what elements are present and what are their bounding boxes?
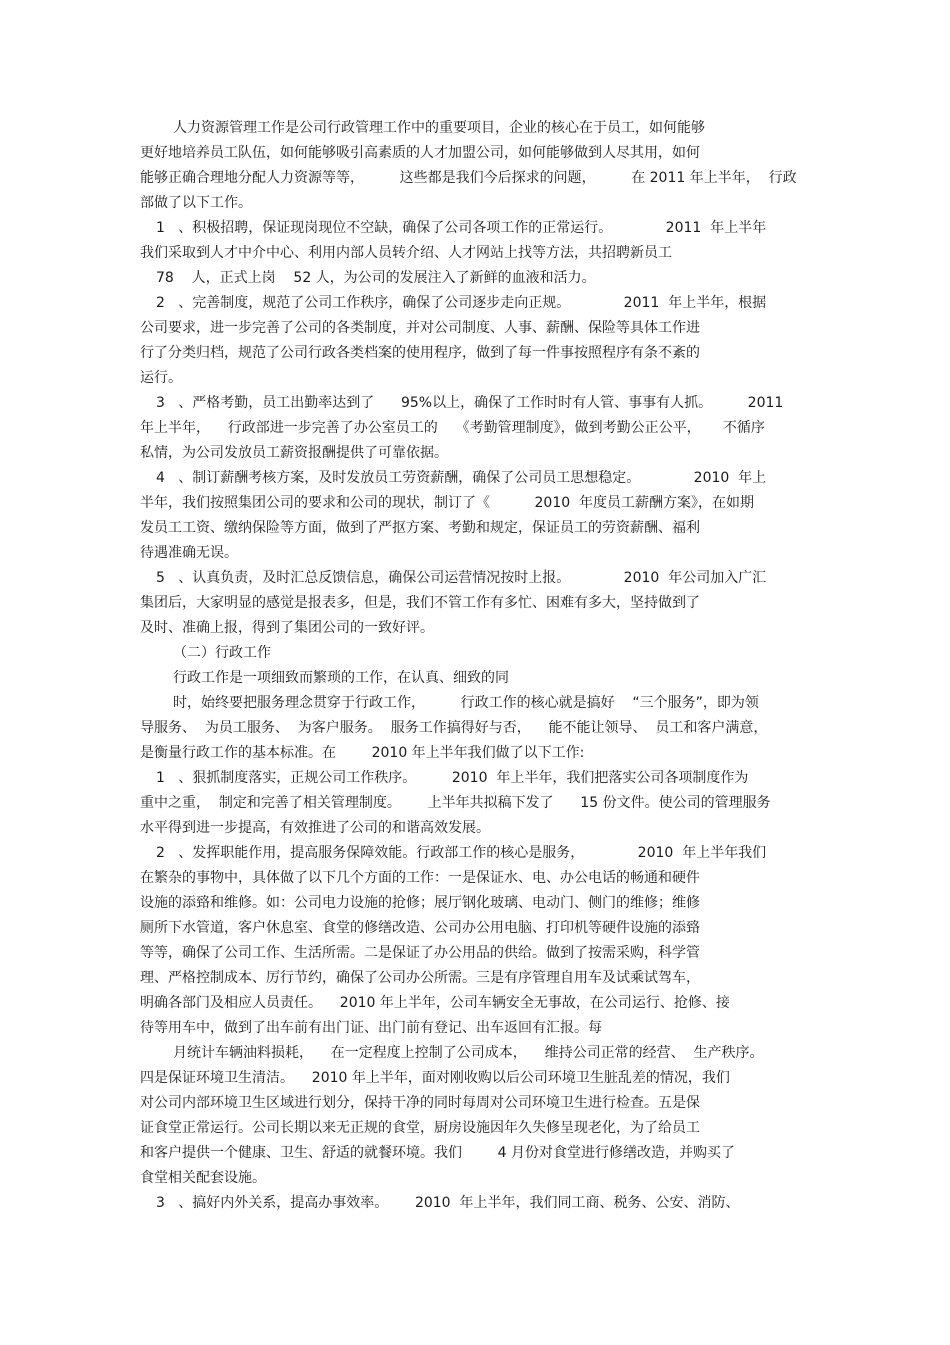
text-line: 导服务、 为员工服务、 为客户服务。 服务工作搞得好与否， 能不能让领导、 员工和客户满意， [140,720,768,736]
text-line: 公司要求，进一步完善了公司的各类制度，并对公司制度、人事、薪酬、保险等具体工作进 [140,320,700,336]
text-line: 待遇准确无误。 [140,545,238,561]
text-line: 月统计车辆油料损耗， 在一定程度上控制了公司成本， 维持公司正常的经营、 生产秩序。 [173,1045,764,1061]
text-line: 能够正确合理地分配人力资源等等， 这些都是我们今后探求的问题， 在 2011 年上半年， 行政 [140,170,797,186]
text-line: 待等用车中，做到了出车前有出门证、出门前有登记、出车返回有汇报。每 [140,1020,602,1036]
text-line: 部做了以下工作。 [140,195,252,211]
text-line: 行政工作是一项细致而繁琐的工作，在认真、细致的同 [173,670,509,686]
text-line: 四是保证环境卫生清洁。 2010 年上半年，面对刚收购以后公司环境卫生脏乱差的情况，我们 [140,1070,730,1086]
text-line: 食堂相关配套设施。 [140,1170,266,1186]
text-line: 在繁杂的事物中，具体做了以下几个方面的工作：一是保证水、电、办公电话的畅通和硬件 [140,870,700,886]
text-line: 3 、搞好内外关系，提高办事效率。 2010 年上半年，我们同工商、税务、公安、消防、 [156,1195,740,1211]
text-line: 和客户提供一个健康、卫生、舒适的就餐环境。我们 4 月份对食堂进行修缮改造，并购买了 [140,1145,735,1161]
text-line: 1 、积极招聘，保证现岗现位不空缺，确保了公司各项工作的正常运行。 2011 年上半年 [156,220,767,236]
text-line: 2 、发挥职能作用，提高服务保障效能。行政部工作的核心是服务， 2010 年上半年我们 [156,845,767,861]
text-line: 等等，确保了公司工作、生活所需。二是保证了办公用品的供给。做到了按需采购，科学管 [140,945,700,961]
text-line: 5 、认真负责，及时汇总反馈信息，确保公司运营情况按时上报。 2010 年公司加入广汇 [156,570,767,586]
text-line: 及时、准确上报，得到了集团公司的一致好评。 [140,620,434,636]
text-line: 私情，为公司发放员工薪资报酬提供了可靠依据。 [140,445,448,461]
text-line: 我们采取到人才中介中心、利用内部人员转介绍、人才网站上找等方法，共招聘新员工 [140,245,672,261]
text-line: 2 、完善制度，规范了公司工作秩序，确保了公司逐步走向正规。 2011 年上半年，根据 [156,295,767,311]
text-line: 发员工工资、缴纳保险等方面，做到了严抠方案、考勤和规定，保证员工的劳资薪酬、福利 [140,520,700,536]
section-heading: （二）行政工作 [173,645,271,661]
text-line: 重中之重， 制定和完善了相关管理制度。 上半年共拟稿下发了 15 份文件。使公司的管理服务 [140,795,771,811]
text-line: 时，始终要把服务理念贯穿于行政工作， 行政工作的核心就是搞好 “三个服务”，即为领 [173,695,759,711]
text-line: 运行。 [140,370,182,386]
text-line: 1 、狠抓制度落实，正规公司工作秩序。 2010 年上半年，我们把落实公司各项制度作为 [156,770,749,786]
text-line: 集团后，大家明显的感觉是报表多，但是，我们不管工作有多忙、困难有多大，坚持做到了 [140,595,700,611]
text-line: 水平得到进一步提高，有效推进了公司的和谐高效发展。 [140,820,490,836]
text-line: 行了分类归档，规范了公司行政各类档案的使用程序，做到了每一件事按照程序有条不紊的 [140,345,700,361]
text-line: 厕所下水管道，客户休息室、食堂的修缮改造、公司办公用电脑、打印机等硬件设施的添臵 [140,920,700,936]
text-line: 更好地培养员工队伍，如何能够吸引高素质的人才加盟公司，如何能够做到人尽其用，如何 [140,145,700,161]
text-line: 对公司内部环境卫生区域进行划分，保持干净的同时每周对公司环境卫生进行检查。五是保 [140,1095,700,1111]
text-line: 人力资源管理工作是公司行政管理工作中的重要项目，企业的核心在于员工，如何能够 [173,120,705,136]
text-line: 理、严格控制成本、厉行节约，确保了公司办公所需。三是有序管理自用车及试乘试驾车， [140,970,700,986]
text-line: 明确各部门及相应人员责任。 2010 年上半年，公司车辆安全无事故，在公司运行、抢修、接 [140,995,730,1011]
text-line: 是衡量行政工作的基本标准。在 2010 年上半年我们做了以下工作: [140,745,585,761]
text-line: 4 、制订薪酬考核方案，及时发放员工劳资薪酬，确保了公司员工思想稳定。 2010 年上 [156,470,767,486]
text-line: 半年，我们按照集团公司的要求和公司的现状，制订了《 2010 年度员工薪酬方案》，在如期 [140,495,755,511]
text-line: 3 、严格考勤，员工出勤率达到了 95%以上，确保了工作时时有人管、事事有人抓。 2011 [156,395,784,411]
text-line: 证食堂正常运行。公司长期以来无正规的食堂，厨房设施因年久失修呈现老化，为了给员工 [140,1120,700,1136]
text-line: 年上半年， 行政部进一步完善了办公室员工的 《考勤管理制度》，做到考勤公正公平， 不循序 [140,420,765,436]
text-line: 78 人，正式上岗 52 人，为公司的发展注入了新鲜的血液和活力。 [156,270,596,286]
text-line: 设施的添臵和维修。如：公司电力设施的抢修；展厅钢化玻璃、电动门、侧门的维修；维修 [140,895,700,911]
